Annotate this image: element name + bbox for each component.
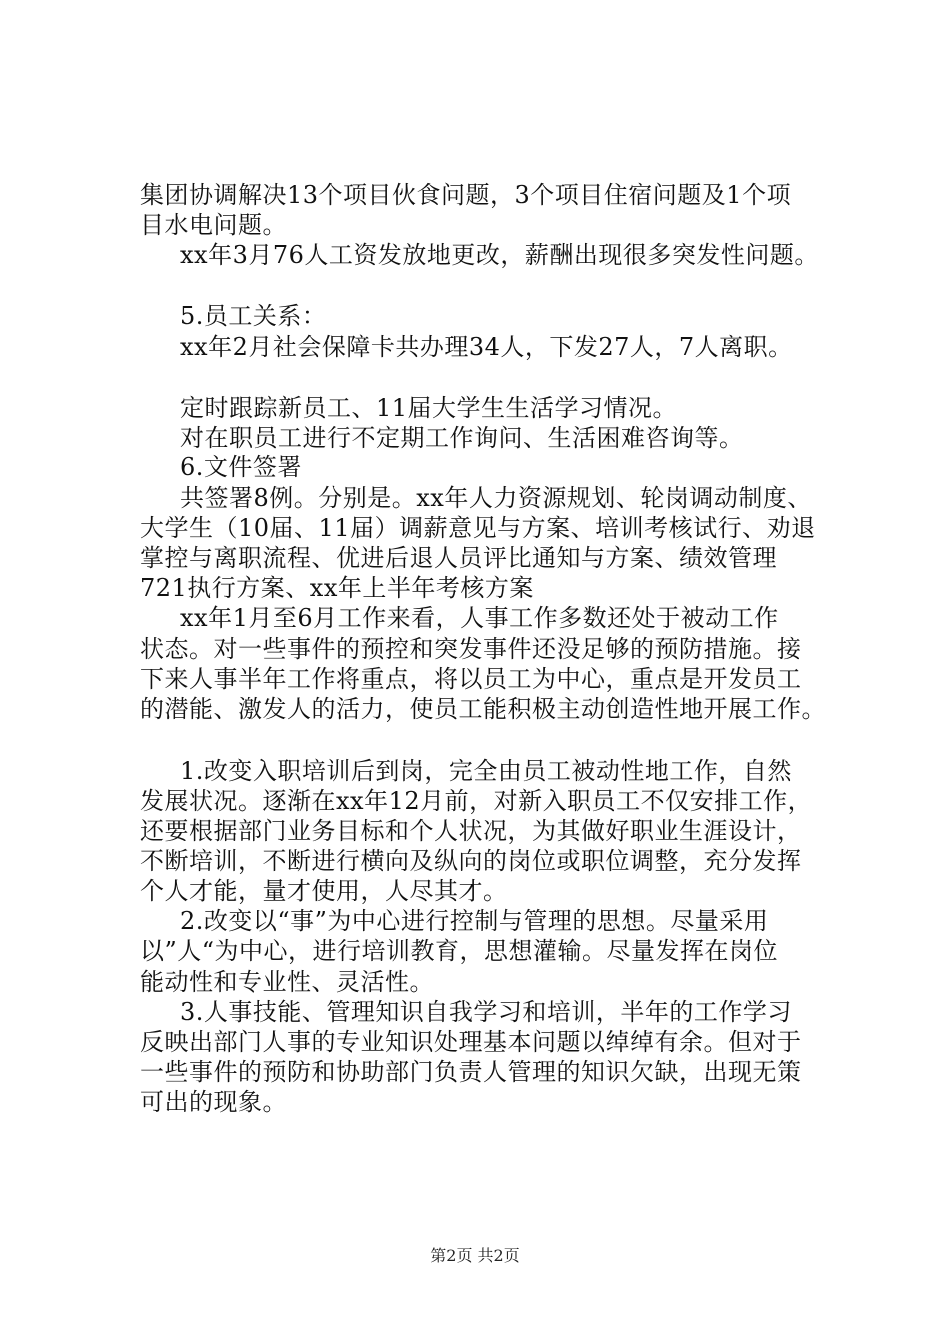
- paragraph-line: 下来人事半年工作将重点，将以员工为中心，重点是开发员工: [140, 665, 802, 693]
- paragraph-line: 集团协调解决13个项目伙食问题，3个项目住宿问题及1个项: [140, 181, 792, 209]
- paragraph-line: xx年3月76人工资发放地更改，薪酬出现很多突发性问题。: [180, 241, 819, 269]
- paragraph-line: 还要根据部门业务目标和个人状况，为其做好职业生涯设计，: [140, 817, 802, 845]
- paragraph-line: 大学生（10届、11届）调薪意见与方案、培训考核试行、劝退: [140, 514, 816, 542]
- paragraph-line: xx年1月至6月工作来看，人事工作多数还处于被动工作: [180, 604, 779, 632]
- paragraph-line: 掌控与离职流程、优进后退人员评比通知与方案、绩效管理: [140, 544, 777, 572]
- paragraph-line: 共签署8例。分别是。xx年人力资源规划、轮岗调动制度、: [180, 484, 812, 512]
- paragraph-line: xx年2月社会保障卡共办理34人，下发27人，7人离职。: [180, 333, 793, 361]
- paragraph-line: 一些事件的预防和协助部门负责人管理的知识欠缺，出现无策: [140, 1058, 802, 1086]
- paragraph-line: 目水电问题。: [140, 211, 287, 239]
- paragraph-line: 不断培训，不断进行横向及纵向的岗位或职位调整，充分发挥: [140, 847, 802, 875]
- paragraph-line: 发展状况。逐渐在xx年12月前，对新入职员工不仅安排工作，: [140, 787, 813, 815]
- section-heading: 6.文件签署: [180, 453, 302, 481]
- paragraph-line: 的潜能、激发人的活力，使员工能积极主动创造性地开展工作。: [140, 695, 826, 723]
- paragraph-line: 反映出部门人事的专业知识处理基本问题以绰绰有余。但对于: [140, 1028, 802, 1056]
- paragraph-line: 以”人“为中心，进行培训教育，思想灌输。尽量发挥在岗位: [140, 937, 779, 965]
- paragraph-line: 状态。对一些事件的预控和突发事件还没足够的预防措施。接: [140, 635, 802, 663]
- paragraph-line: 可出的现象。: [140, 1088, 287, 1116]
- list-item: 2.改变以“事”为中心进行控制与管理的思想。尽量采用: [180, 907, 769, 935]
- list-item: 1.改变入职培训后到岗，完全由员工被动性地工作，自然: [180, 757, 792, 785]
- paragraph-line: 对在职员工进行不定期工作询问、生活困难咨询等。: [180, 424, 744, 452]
- section-heading: 5.员工关系：: [180, 302, 327, 330]
- paragraph-line: 定时跟踪新员工、11届大学生生活学习情况。: [180, 394, 678, 422]
- paragraph-line: 721执行方案、xx年上半年考核方案: [140, 574, 534, 602]
- paragraph-line: 能动性和专业性、灵活性。: [140, 968, 434, 996]
- list-item: 3.人事技能、管理知识自我学习和培训，半年的工作学习: [180, 998, 792, 1026]
- paragraph-line: 个人才能，量才使用，人尽其才。: [140, 877, 508, 905]
- page-footer: 第2页 共2页: [430, 1246, 520, 1265]
